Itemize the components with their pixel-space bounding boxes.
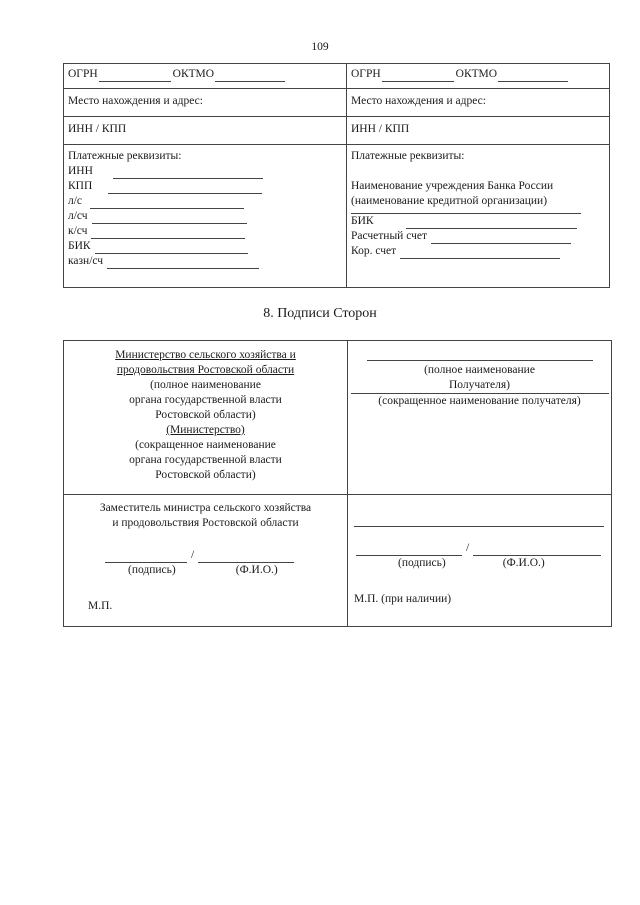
right-payment-title: Платежные реквизиты: <box>351 150 465 162</box>
right-bik-blank <box>406 217 577 229</box>
left-bik-blank <box>95 242 248 254</box>
left-payment-cell <box>64 145 347 288</box>
right-inn-kpp-cell <box>347 117 610 145</box>
left-org-cell <box>64 341 348 495</box>
left-short-line3: Ростовской области) <box>155 469 256 481</box>
left-inn-blank <box>113 167 263 179</box>
left-ls-blank <box>90 197 244 209</box>
left-address-cell <box>64 89 347 117</box>
left-ksch-label: к/сч <box>68 225 88 237</box>
right-full-line2: Получателя) <box>449 379 510 391</box>
left-org-line2: продовольствия Ростовской области <box>116 364 295 376</box>
right-position-blank <box>354 526 604 527</box>
right-signature-label: (подпись) <box>398 557 446 569</box>
left-kazn-blank <box>107 257 259 269</box>
left-lsch-blank <box>92 212 247 224</box>
section-title: 8. Подписи Сторон <box>263 306 377 321</box>
page-number: 109 <box>311 41 329 53</box>
left-org-line4: органа государственной власти <box>129 394 282 406</box>
right-oktmo-label: ОКТМО <box>455 68 498 80</box>
left-kazn-label: казн/сч <box>68 255 104 267</box>
left-inn-label: ИНН <box>68 165 93 177</box>
left-kpp-blank <box>108 182 262 194</box>
right-account-label: Расчетный счет <box>351 230 427 242</box>
left-short-line1: (сокращенное наименование <box>135 439 276 451</box>
left-lsch-label: л/сч <box>68 210 88 222</box>
right-payment-cell <box>347 145 610 288</box>
right-ogrn-blank <box>382 70 454 82</box>
right-fio-blank <box>473 544 601 556</box>
left-position-line2: и продовольствия Ростовской области <box>112 517 299 529</box>
left-ksch-blank <box>91 227 245 239</box>
left-ogrn-label: ОГРН <box>68 68 98 80</box>
left-slash: / <box>191 549 195 561</box>
left-address-label: Место нахождения и адрес: <box>68 95 203 107</box>
left-ogrn-oktmo-cell <box>64 64 347 89</box>
right-inn-kpp-label: ИНН / КПП <box>351 123 410 135</box>
left-inn-kpp-label: ИНН / КПП <box>68 123 127 135</box>
left-oktmo-label: ОКТМО <box>172 68 215 80</box>
right-org-cell <box>348 341 612 495</box>
left-signer-cell <box>64 495 348 627</box>
right-short-label: (сокращенное наименование получателя) <box>378 395 581 407</box>
left-inn-kpp-cell <box>64 117 347 145</box>
left-payment-title: Платежные реквизиты: <box>68 150 182 162</box>
right-slash: / <box>466 542 470 554</box>
signatures-table <box>63 340 612 627</box>
left-fio-label: (Ф.И.О.) <box>235 564 278 576</box>
right-signer-cell <box>348 495 612 627</box>
right-account-blank <box>431 232 571 244</box>
left-oktmo-blank <box>215 70 285 82</box>
right-ogrn-label: ОГРН <box>351 68 381 80</box>
right-bik-label: БИК <box>351 215 374 227</box>
left-bik-label: БИК <box>68 240 91 252</box>
left-signature-label: (подпись) <box>128 564 176 576</box>
right-address-label: Место нахождения и адрес: <box>351 95 486 107</box>
right-full-line1: (полное наименование <box>424 364 535 376</box>
left-kpp-label: КПП <box>68 180 93 192</box>
left-org-line5: Ростовской области) <box>155 409 256 421</box>
right-corr-account-label: Кор. счет <box>351 245 397 257</box>
right-stamp: М.П. (при наличии) <box>354 593 452 605</box>
right-address-cell <box>347 89 610 117</box>
left-ls-label: л/с <box>68 195 83 207</box>
left-fio-blank <box>198 551 294 563</box>
right-oktmo-blank <box>498 70 568 82</box>
right-fio-label: (Ф.И.О.) <box>502 557 545 569</box>
left-short-name: (Министерство) <box>166 424 245 436</box>
left-org-line1: Министерство сельского хозяйства и <box>115 349 296 361</box>
left-ogrn-blank <box>99 70 171 82</box>
left-short-line2: органа государственной власти <box>129 454 282 466</box>
left-org-line3: (полное наименование <box>150 379 261 391</box>
right-bank-name-line2: (наименование кредитной организации) <box>351 195 548 207</box>
left-stamp: М.П. <box>88 600 113 612</box>
right-corr-account-blank <box>400 247 560 259</box>
requisites-table <box>63 63 610 288</box>
right-signature-blank <box>356 544 462 556</box>
left-position-line1: Заместитель министра сельского хозяйства <box>99 502 312 514</box>
right-ogrn-oktmo-cell <box>347 64 610 89</box>
left-signature-blank <box>105 551 187 563</box>
right-bank-name-line1: Наименование учреждения Банка России <box>351 180 554 192</box>
right-full-name-blank <box>367 360 593 361</box>
